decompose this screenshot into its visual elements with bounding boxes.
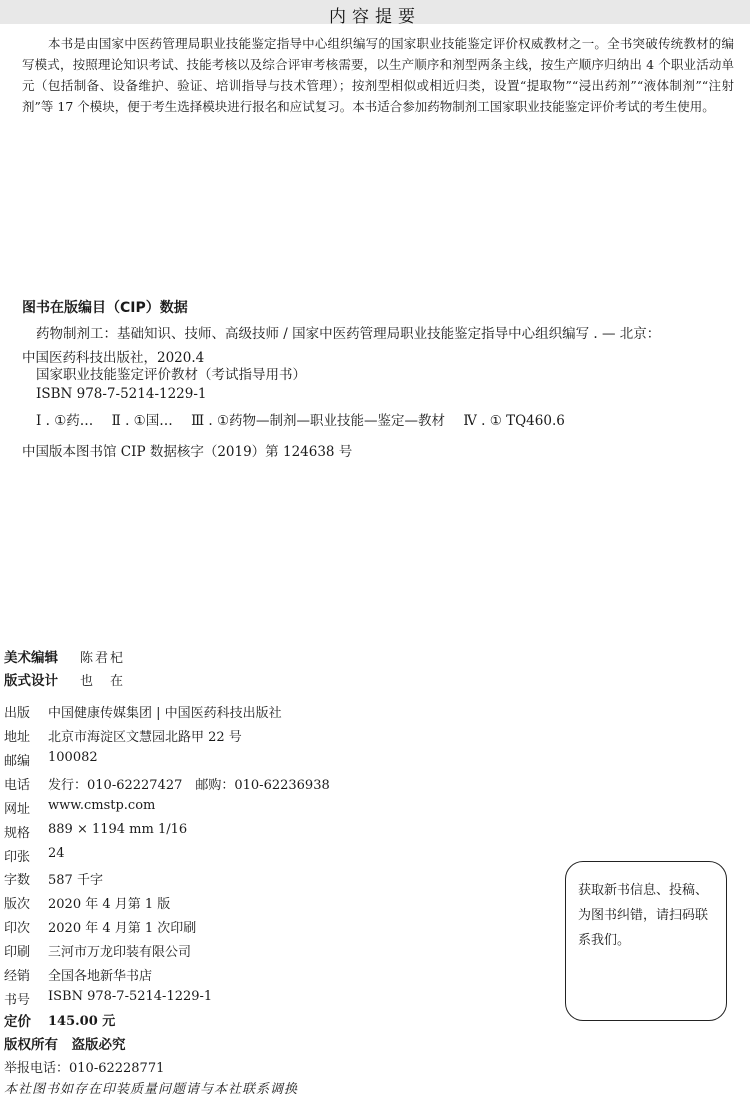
pub-label-distributor: 经销 <box>4 969 31 984</box>
price-value: 145.00 元 <box>48 1014 116 1029</box>
pub-value-book-number: ISBN 978-7-5214-1229-1 <box>48 989 213 1004</box>
cip-number: 中国版本图书馆 CIP 数据核字（2019）第 124638 号 <box>22 444 353 460</box>
pub-value-wordcount: 587 千字 <box>48 873 103 888</box>
pub-label-wordcount: 字数 <box>4 873 31 888</box>
pub-value-address: 北京市海淀区文慧园北路甲 22 号 <box>48 730 242 745</box>
pub-label-printer: 印刷 <box>4 945 31 960</box>
editor-label-art: 美术编辑 <box>4 650 58 666</box>
pub-value-distributor: 全国各地新华书店 <box>48 969 153 984</box>
pub-value-website: www.cmstp.com <box>48 798 156 813</box>
copyright-notice: 版权所有 盗版必究 <box>4 1037 126 1053</box>
pub-value-postcode: 100082 <box>48 750 98 765</box>
editor-value-art: 陈君杞 <box>80 651 126 666</box>
cip-line-3: 国家职业技能鉴定评价教材（考试指导用书） <box>36 367 306 383</box>
cip-isbn: ISBN 978-7-5214-1229-1 <box>36 386 207 402</box>
pub-value-format: 889 × 1194 mm 1/16 <box>48 822 188 837</box>
pub-value-publisher: 中国健康传媒集团 | 中国医药科技出版社 <box>48 706 282 721</box>
cip-heading: 图书在版编目（CIP）数据 <box>22 300 188 316</box>
cip-class-4: Ⅳ . ① TQ460.6 <box>463 413 565 429</box>
editor-label-layout: 版式设计 <box>4 673 58 689</box>
pub-value-edition: 2020 年 4 月第 1 版 <box>48 897 171 912</box>
pub-label-printing: 印次 <box>4 921 31 936</box>
cip-classification <box>36 409 579 429</box>
pub-label-publisher: 出版 <box>4 706 31 721</box>
footer-notice: 本社图书如存在印装质量问题请与本社联系调换 <box>4 1082 299 1097</box>
editor-value-layout: 也 在 <box>80 674 126 689</box>
pub-value-phone: 发行：010-62227427 邮购：010-62236938 <box>48 778 330 793</box>
report-hotline: 举报电话：010-62228771 <box>4 1061 165 1076</box>
qr-notice-text: 获取新书信息、投稿、为图书纠错，请扫码联系我们。 <box>578 883 709 948</box>
pub-label-website: 网址 <box>4 802 31 817</box>
pub-label-postcode: 邮编 <box>4 754 31 769</box>
page-title: 内容提要 <box>329 7 421 27</box>
pub-label-format: 规格 <box>4 826 31 841</box>
cip-class-1: Ⅰ . ①药… <box>36 413 94 429</box>
pub-label-book-number: 书号 <box>4 993 31 1008</box>
price-label: 定价 <box>4 1014 31 1030</box>
qr-notice-box <box>565 861 727 1021</box>
cip-class-2: Ⅱ . ①国… <box>111 413 173 429</box>
pub-label-sheets: 印张 <box>4 850 31 865</box>
cip-class-3: Ⅲ . ①药物—制剂—职业技能—鉴定—教材 <box>191 413 446 429</box>
summary-paragraph: 本书是由国家中医药管理局职业技能鉴定指导中心组织编写的国家职业技能鉴定评价权威教材之一。全书突破传统教材的编写模式，按照理论知识考试、技能考核以及综合评审考核需要，以生产顺序和剂型两条主线，按生产顺序归纳出 4 个职业活动单元（包括制备、设备维护、验证、培训指导与技术管理）；按剂型相似或相近归类，设置“提取物”“浸出药剂”“液体制剂”“注射剂”等 17 个模块，便于考生选择模块进行报名和应试复习。本书适合参加药物制剂工国家职业技能鉴定评价考试的考生使用。 <box>22 36 734 114</box>
cip-line-2: 中国医药科技出版社，2020.4 <box>22 350 205 366</box>
cip-line-1: 药物制剂工：基础知识、技师、高级技师 / 国家中医药管理局职业技能鉴定指导中心组织编写 . — 北京： <box>36 326 661 342</box>
pub-label-address: 地址 <box>4 730 31 745</box>
pub-label-edition: 版次 <box>4 897 31 912</box>
pub-value-sheets: 24 <box>48 846 65 861</box>
pub-value-printer: 三河市万龙印装有限公司 <box>48 945 192 960</box>
pub-value-printing: 2020 年 4 月第 1 次印刷 <box>48 921 197 936</box>
pub-label-phone: 电话 <box>4 778 31 793</box>
